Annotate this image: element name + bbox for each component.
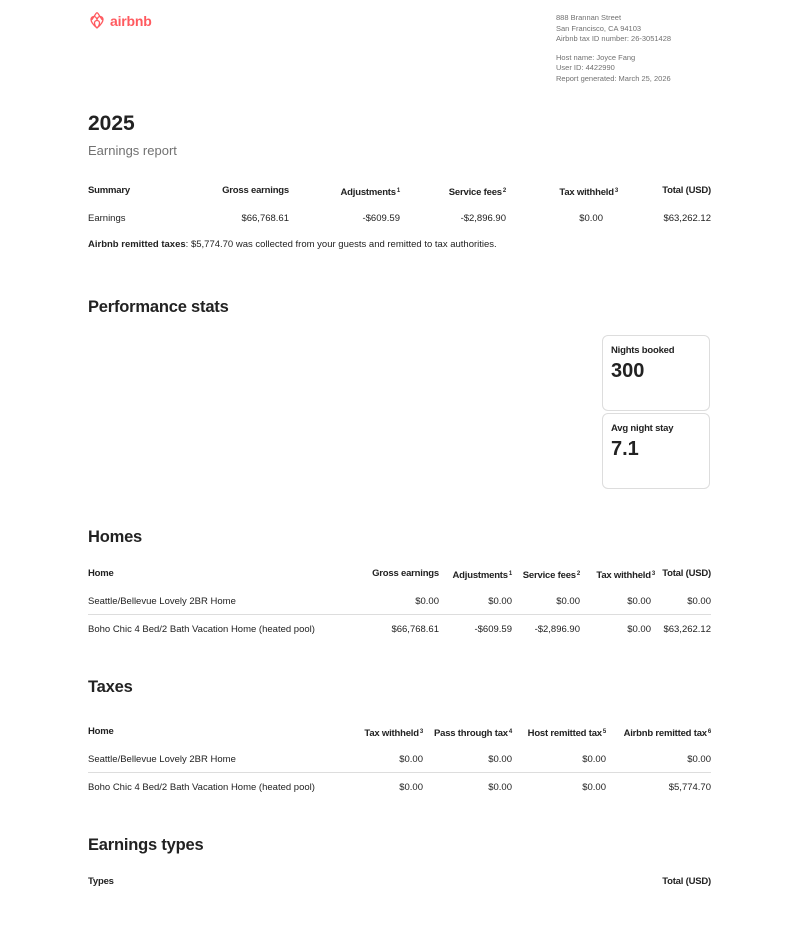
logo-wordmark: airbnb bbox=[110, 13, 152, 29]
gross-earnings-value: $0.00 bbox=[415, 596, 439, 607]
home-name: Boho Chic 4 Bed/2 Bath Vacation Home (heated pool) bbox=[88, 624, 315, 635]
summary-header-label: Summary bbox=[88, 185, 130, 196]
avg-night-stay-value: 7.1 bbox=[611, 438, 639, 460]
header-pass-through-tax: Pass through tax$^4$ bbox=[433, 728, 512, 739]
nights-booked-value: 300 bbox=[611, 360, 645, 382]
user-id: User ID: 4422990 bbox=[556, 63, 615, 72]
footnote-marker: 2 bbox=[576, 571, 580, 577]
section-title-earnings-types: Earnings types bbox=[88, 836, 204, 854]
nights-booked-label: Nights booked bbox=[611, 345, 675, 356]
row-divider bbox=[88, 772, 711, 773]
header-types: Types bbox=[88, 876, 114, 887]
header-service-fees: Service fees$^2$ bbox=[448, 187, 506, 198]
footnote-marker: 5 bbox=[602, 729, 606, 735]
airbnb-belo-icon bbox=[89, 12, 105, 30]
row-divider bbox=[88, 614, 711, 615]
header-service-fees: Service fees$^2$ bbox=[522, 570, 580, 581]
tax-id: Airbnb tax ID number: 26-3051428 bbox=[556, 34, 672, 43]
footnote-marker: 3 bbox=[419, 729, 423, 735]
note-label: Airbnb remitted taxes bbox=[88, 239, 186, 250]
footnote-marker: 3 bbox=[614, 188, 618, 194]
header-gross-earnings: Gross earnings bbox=[372, 568, 439, 579]
footnote-marker: 6 bbox=[707, 729, 711, 735]
pass-through-tax-value: $0.00 bbox=[488, 782, 512, 793]
footnote-marker: 1 bbox=[508, 571, 512, 577]
header-tax-withheld: Tax withheld$^3$ bbox=[596, 570, 655, 581]
header-airbnb-remitted-tax: Airbnb remitted tax$^6$ bbox=[623, 728, 711, 739]
tax-withheld-value: $0.00 bbox=[399, 782, 423, 793]
gross-earnings-value: $66,768.61 bbox=[391, 624, 439, 635]
section-title-taxes: Taxes bbox=[88, 678, 133, 696]
airbnb-logo bbox=[89, 12, 152, 30]
host-remitted-tax-value: $0.00 bbox=[582, 754, 606, 765]
note-text: : $5,774.70 was collected from your guests and remitted to tax authorities. bbox=[185, 239, 497, 250]
service-fees-value: -$2,896.90 bbox=[534, 624, 580, 635]
total-value: $63,262.12 bbox=[663, 624, 711, 635]
footnote-marker: 4 bbox=[508, 729, 512, 735]
footnote-marker: 3 bbox=[651, 571, 655, 577]
adjustments-value: -$609.59 bbox=[362, 213, 400, 224]
report-generated-date: Report generated: March 25, 2026 bbox=[556, 73, 671, 83]
header-total: Total (USD) bbox=[662, 185, 711, 196]
header-total: Total (USD) bbox=[662, 568, 711, 579]
header-home: Home bbox=[88, 568, 114, 579]
home-name: Boho Chic 4 Bed/2 Bath Vacation Home (heated pool) bbox=[88, 782, 315, 793]
host-remitted-tax-value: $0.00 bbox=[582, 782, 606, 793]
tax-withheld-value: $0.00 bbox=[399, 754, 423, 765]
total-value: $0.00 bbox=[687, 596, 711, 607]
company-address-block bbox=[556, 13, 671, 84]
service-fees-value: $0.00 bbox=[556, 596, 580, 607]
header-home: Home bbox=[88, 726, 114, 737]
adjustments-value: -$609.59 bbox=[474, 624, 512, 635]
header-tax-withheld: Tax withheld$^3$ bbox=[364, 728, 423, 739]
header-gross-earnings: Gross earnings bbox=[222, 185, 289, 196]
tax-withheld-value: $0.00 bbox=[579, 213, 603, 224]
header-adjustments: Adjustments$^1$ bbox=[452, 570, 512, 581]
gross-earnings-value: $66,768.61 bbox=[241, 213, 289, 224]
address-city: San Francisco, CA 94103 bbox=[556, 23, 642, 33]
header-total: Total (USD) bbox=[662, 876, 711, 887]
row-label: Earnings bbox=[88, 213, 126, 224]
host-name: Host name: Joyce Fang bbox=[556, 52, 636, 62]
section-title-homes: Homes bbox=[88, 528, 143, 546]
tax-withheld-value: $0.00 bbox=[627, 624, 651, 635]
remitted-taxes-note bbox=[88, 239, 497, 250]
nights-booked-card bbox=[602, 335, 710, 411]
pass-through-tax-value: $0.00 bbox=[488, 754, 512, 765]
service-fees-value: -$2,896.90 bbox=[460, 213, 506, 224]
header-tax-withheld: Tax withheld$^3$ bbox=[559, 187, 618, 198]
header-host-remitted-tax: Host remitted tax$^5$ bbox=[527, 728, 606, 739]
adjustments-value: $0.00 bbox=[488, 596, 512, 607]
footnote-marker: 2 bbox=[502, 188, 506, 194]
airbnb-remitted-tax-value: $5,774.70 bbox=[668, 782, 711, 793]
total-value: $63,262.12 bbox=[663, 213, 711, 224]
avg-night-stay-card bbox=[602, 413, 710, 489]
report-year: 2025 bbox=[88, 112, 135, 135]
tax-withheld-value: $0.00 bbox=[627, 596, 651, 607]
footnote-marker: 1 bbox=[396, 188, 400, 194]
home-name: Seattle/Bellevue Lovely 2BR Home bbox=[88, 754, 236, 765]
section-title-performance: Performance stats bbox=[88, 298, 229, 316]
header-adjustments: Adjustments$^1$ bbox=[340, 187, 400, 198]
airbnb-remitted-tax-value: $0.00 bbox=[687, 754, 711, 765]
report-subtitle: Earnings report bbox=[88, 143, 177, 158]
home-name: Seattle/Bellevue Lovely 2BR Home bbox=[88, 596, 236, 607]
avg-night-stay-label: Avg night stay bbox=[611, 423, 674, 434]
address-street: 888 Brannan Street bbox=[556, 13, 622, 22]
